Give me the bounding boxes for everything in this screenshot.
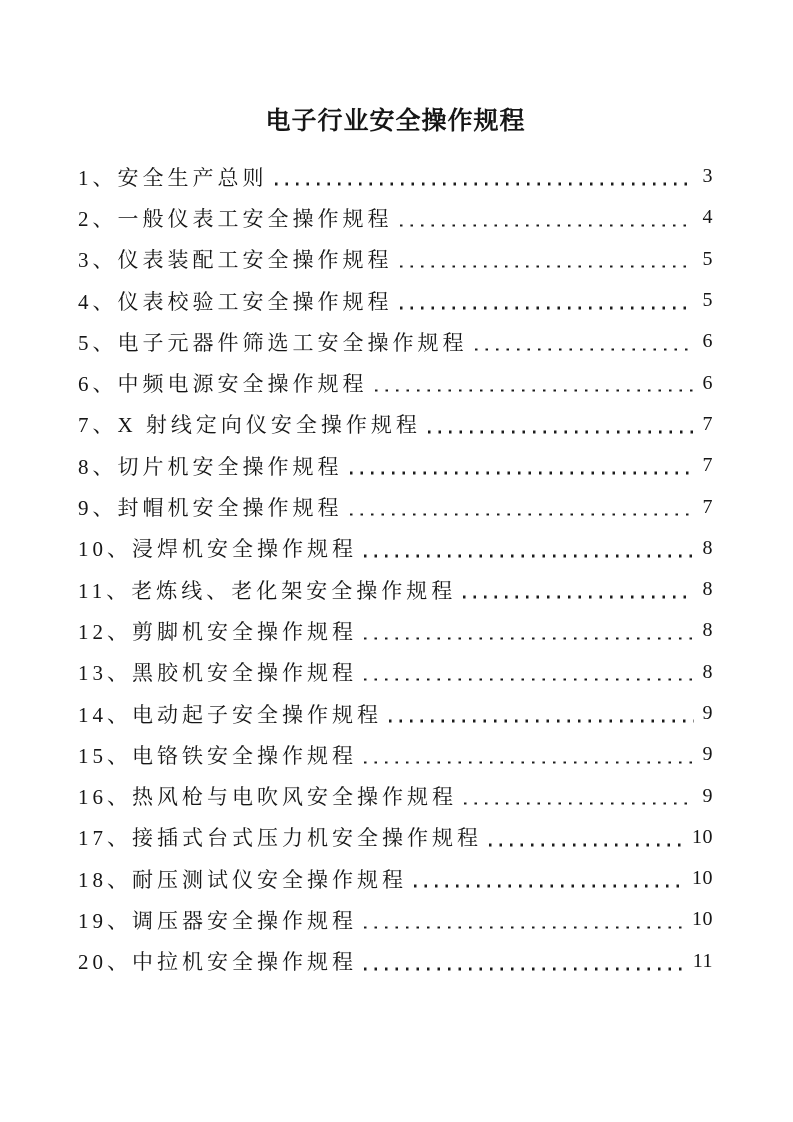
toc-entry-label: 16、热风枪与电吹风安全操作规程 [78, 785, 457, 810]
toc-entry-label: 12、剪脚机安全操作规程 [78, 619, 357, 644]
dot-leader [400, 265, 694, 268]
toc-entry-page: 9 [702, 743, 713, 766]
dot-leader [364, 761, 694, 764]
dot-leader [400, 307, 694, 310]
toc-entry-label: 1、安全生产总则 [78, 165, 268, 190]
toc-entry[interactable] [78, 445, 713, 486]
toc-entry-label: 20、中拉机安全操作规程 [78, 950, 357, 975]
toc-entry-page: 3 [702, 165, 713, 188]
toc-entry[interactable] [78, 404, 713, 445]
dot-leader [475, 348, 694, 351]
toc-entry[interactable] [78, 528, 713, 569]
dot-leader [364, 678, 694, 681]
dot-leader [489, 844, 683, 847]
toc-entry[interactable] [78, 858, 713, 899]
dot-leader [350, 472, 694, 475]
toc-entry-label: 11、老炼线、老化架安全操作规程 [78, 578, 457, 603]
toc-entry-page: 11 [692, 949, 713, 972]
toc-entry-page: 10 [692, 908, 713, 931]
toc-entry-label: 13、黑胶机安全操作规程 [78, 661, 357, 686]
toc-entry-label: 5、电子元器件筛选工安全操作规程 [78, 330, 468, 355]
toc-entry-page: 6 [702, 330, 713, 353]
toc-entry-page: 7 [702, 412, 713, 435]
toc-entry[interactable] [78, 941, 713, 982]
toc-entry-page: 8 [702, 578, 713, 601]
toc-entry-label: 14、电动起子安全操作规程 [78, 702, 382, 727]
toc-entry-label: 18、耐压测试仪安全操作规程 [78, 867, 407, 892]
toc-entry[interactable] [78, 197, 713, 238]
toc-entry-label: 9、封帽机安全操作规程 [78, 496, 343, 521]
toc-entry-label: 19、调压器安全操作规程 [78, 908, 357, 933]
toc-entry-label: 15、电铬铁安全操作规程 [78, 743, 357, 768]
toc-entry-label: 3、仪表装配工安全操作规程 [78, 248, 393, 273]
toc-entry-label: 2、一般仪表工安全操作规程 [78, 206, 393, 231]
toc-entry-page: 8 [702, 619, 713, 642]
toc-entry[interactable] [78, 321, 713, 362]
dot-leader [389, 720, 694, 723]
table-of-contents [78, 156, 713, 982]
toc-entry[interactable] [78, 775, 713, 816]
toc-entry[interactable] [78, 362, 713, 403]
toc-entry-page: 9 [702, 702, 713, 724]
page-title: 电子行业安全操作规程 [265, 108, 526, 135]
toc-entry-page: 6 [702, 371, 713, 394]
toc-entry-page: 5 [702, 247, 713, 270]
toc-entry[interactable] [78, 280, 713, 321]
toc-entry-label: 6、中频电源安全操作规程 [78, 372, 368, 397]
toc-entry[interactable] [78, 156, 713, 197]
toc-entry-page: 9 [702, 784, 713, 807]
toc-entry[interactable] [78, 652, 713, 693]
toc-entry-label: 7、X 射线定向仪安全操作规程 [78, 413, 421, 438]
dot-leader [364, 555, 694, 558]
dot-leader [464, 802, 694, 805]
toc-entry-page: 8 [702, 660, 713, 683]
toc-entry[interactable] [78, 734, 713, 775]
toc-entry-label: 17、接插式台式压力机安全操作规程 [78, 826, 482, 851]
toc-entry-label: 8、切片机安全操作规程 [78, 454, 343, 479]
toc-entry-page: 10 [692, 867, 713, 890]
toc-entry[interactable] [78, 569, 713, 610]
dot-leader [414, 885, 683, 888]
toc-entry-page: 7 [702, 495, 713, 518]
toc-entry-page: 4 [702, 206, 713, 229]
toc-entry-page: 10 [692, 825, 713, 848]
dot-leader [428, 431, 694, 434]
dot-leader [350, 513, 694, 516]
toc-entry-page: 5 [702, 289, 713, 312]
dot-leader [463, 596, 693, 599]
toc-entry-label: 4、仪表校验工安全操作规程 [78, 289, 393, 314]
dot-leader [364, 968, 684, 971]
toc-entry-label: 10、浸焊机安全操作规程 [78, 537, 357, 562]
toc-entry[interactable] [78, 610, 713, 651]
dot-leader [364, 637, 694, 640]
toc-entry[interactable] [78, 817, 713, 858]
dot-leader [375, 389, 694, 392]
dot-leader [275, 183, 694, 186]
dot-leader [400, 224, 694, 227]
toc-entry-page: 8 [702, 536, 713, 559]
toc-entry[interactable] [78, 486, 713, 527]
toc-entry[interactable] [78, 239, 713, 280]
toc-entry-page: 7 [702, 454, 713, 477]
toc-entry[interactable] [78, 693, 713, 734]
dot-leader [364, 926, 683, 929]
toc-entry[interactable] [78, 899, 713, 940]
